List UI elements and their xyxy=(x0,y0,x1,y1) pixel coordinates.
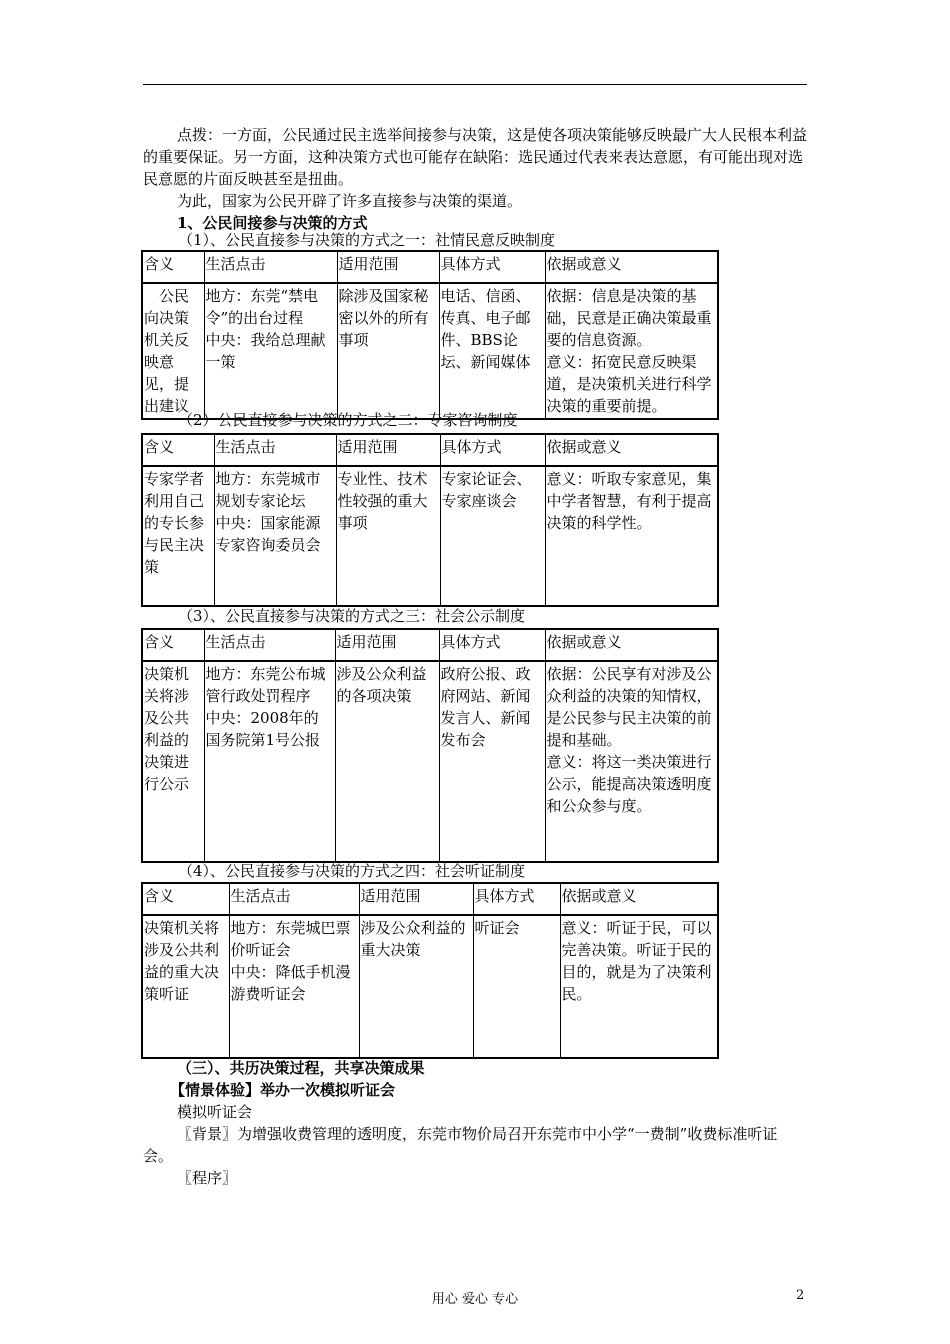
cell-life-example: 地方：东莞城巴票价听证会 中央：降低手机漫游费听证会 xyxy=(229,915,359,1058)
cell-scope: 除涉及国家秘密以外的所有事项 xyxy=(337,283,439,419)
table4-caption: （4）、公民直接参与决策的方式之四：社会听证制度 xyxy=(178,862,526,880)
cell-method: 政府公报、政府网站、新闻发言人、新闻发布会 xyxy=(439,661,545,862)
background-paragraph: 〖背景〗为增强收费管理的透明度，东莞市物价局召开东莞市中小学“一费制”收费标准听证会。 xyxy=(143,1125,778,1165)
cell-basis: 意义：听取专家意见，集中学者智慧，有利于提高决策的科学性。 xyxy=(545,466,718,606)
header-scope: 适用范围 xyxy=(359,883,473,915)
section-heading-3: （三）、共历决策过程，共享决策成果 xyxy=(177,1059,425,1077)
header-scope: 适用范围 xyxy=(336,434,440,466)
cell-meaning: 决策机关将涉及公共利益的决策进行公示 xyxy=(142,661,204,862)
cell-life-example: 地方：东莞公布城管行政处罚程序 中央：2008年的国务院第1号公报 xyxy=(204,661,335,862)
paragraph-tip: 点拨：一方面，公民通过民主选举间接参与决策，这是使各项决策能够反映最广大人民根本利益的重要保证。另一方面，这种决策方式也可能存在缺陷：选民通过代表来表达意愿，有可能出现对选民意愿的片面反映甚至是扭曲。 xyxy=(143,126,808,188)
header-life-example: 生活点击 xyxy=(204,251,337,283)
header-scope: 适用范围 xyxy=(335,629,439,661)
header-meaning: 含义 xyxy=(142,883,229,915)
paragraph-channels: 为此，国家为公民开辟了许多直接参与决策的渠道。 xyxy=(177,192,523,210)
header-meaning: 含义 xyxy=(142,434,214,466)
cell-basis: 依据：信息是决策的基础，民意是正确决策最重要的信息资源。 意义：拓宽民意反映渠道，是决策机关进行科学决策的重要前提。 xyxy=(545,283,718,419)
header-scope: 适用范围 xyxy=(337,251,439,283)
cell-basis: 依据：公民享有对涉及公众利益的决策的知情权，是公民参与民主决策的前提和基础。 意义：将这一类决策进行公示，能提高决策透明度和公众参与度。 xyxy=(545,661,718,862)
header-method: 具体方式 xyxy=(473,883,560,915)
table3-caption: （3）、公民直接参与决策的方式之三：社会公示制度 xyxy=(178,607,526,625)
header-life-example: 生活点击 xyxy=(229,883,359,915)
footer-motto: 用心 爱心 专心 xyxy=(431,1292,519,1307)
table-feedback-system xyxy=(141,250,719,420)
header-method: 具体方式 xyxy=(440,434,545,466)
section-heading-1: 1、公民间接参与决策的方式 xyxy=(177,214,368,232)
cell-scope: 专业性、技术性较强的重大事项 xyxy=(336,466,440,606)
header-basis: 依据或意义 xyxy=(545,434,718,466)
mock-hearing-label: 模拟听证会 xyxy=(177,1103,253,1121)
scenario-heading: 【情景体验】举办一次模拟听证会 xyxy=(170,1081,396,1099)
table2-caption: （2）公民直接参与决策的方式之二：专家咨询制度 xyxy=(178,411,518,429)
header-basis: 依据或意义 xyxy=(545,251,718,283)
cell-basis: 意义：听证于民，可以完善决策。听证于民的目的，就是为了决策利民。 xyxy=(560,915,718,1058)
cell-method: 电话、信函、传真、电子邮件、BBS论坛、新闻媒体 xyxy=(439,283,545,419)
table1-caption: （1）、公民直接参与决策的方式之一：社情民意反映制度 xyxy=(178,231,556,249)
header-rule xyxy=(143,84,807,85)
cell-meaning: 公民向决策机关反映意见，提出建议 xyxy=(142,283,204,419)
cell-scope: 涉及公众利益的各项决策 xyxy=(335,661,439,862)
header-life-example: 生活点击 xyxy=(204,629,335,661)
header-method: 具体方式 xyxy=(439,629,545,661)
header-basis: 依据或意义 xyxy=(545,629,718,661)
table-public-hearing xyxy=(141,882,719,1059)
cell-scope: 涉及公众利益的重大决策 xyxy=(359,915,473,1058)
header-method: 具体方式 xyxy=(439,251,545,283)
header-meaning: 含义 xyxy=(142,629,204,661)
page-number: 2 xyxy=(796,1288,805,1303)
header-life-example: 生活点击 xyxy=(214,434,336,466)
table-expert-consultation xyxy=(141,433,719,607)
header-meaning: 含义 xyxy=(142,251,204,283)
cell-life-example: 地方：东莞“禁电令”的出台过程 中央：我给总理献一策 xyxy=(204,283,337,419)
cell-meaning: 专家学者利用自己的专长参与民主决策 xyxy=(142,466,214,606)
cell-life-example: 地方：东莞城市规划专家论坛 中央：国家能源专家咨询委员会 xyxy=(214,466,336,606)
cell-method: 听证会 xyxy=(473,915,560,1058)
cell-method: 专家论证会、专家座谈会 xyxy=(440,466,545,606)
procedure-label: 〖程序〗 xyxy=(177,1169,238,1187)
header-basis: 依据或意义 xyxy=(560,883,718,915)
table-public-notice xyxy=(141,628,719,863)
cell-meaning: 决策机关将涉及公共利益的重大决策听证 xyxy=(142,915,229,1058)
